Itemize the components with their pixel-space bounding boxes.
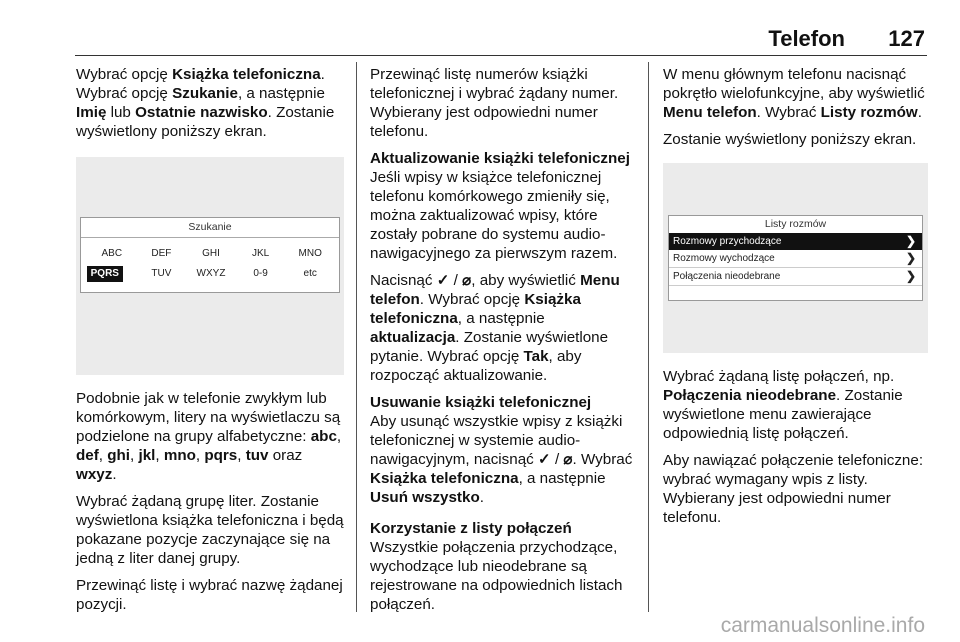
paragraph: Nacisnąć ✓ / ⌀, aby wyświetlić Menu telefon. Wybrać opcję Książka telefoniczna, a następnie aktualizacja. Zostanie wyświetlone pytanie. Wybrać opcję Tak, aby rozpocząć aktualizowanie. [370,272,620,384]
column-1 [76,65,344,622]
paragraph: Podobnie jak w telefonie zwykłym lub komórkowym, litery na wyświetlaczu są podzielone na grupy alfabetyczne: abc, def, ghi, jkl, mno, pqrs, tuv oraz wxyz. [76,390,342,483]
page-header [0,26,960,58]
call-lists-screen-figure [663,163,928,353]
section-heading: Korzystanie z listy połączeń [370,520,572,537]
letter-group-key[interactable]: WXYZ [196,268,226,279]
letter-group-grid [81,238,339,282]
column-divider [648,62,649,612]
column-3 [663,65,928,535]
call-list-item[interactable]: Połączenia nieodebrane ❯ [669,268,922,286]
screen-title: Szukanie [81,218,339,238]
column-divider [356,62,357,612]
phone-icon: ✓ [537,451,551,468]
watermark: carmanualsonline.info [720,614,925,637]
paragraph: Jeśli wpisy w książce telefonicznej telefonu komórkowego zmieniły się, można zaktualizować wpisy, które zostały pobrane do systemu audio-nawigacyjnego za pierwszym razem. [370,169,618,262]
column-2 [370,65,636,622]
paragraph: W menu głównym telefonu nacisnąć pokrętło wielofunkcyjne, aby wyświetlić Menu telefon. Wybrać Listy rozmów. [663,66,925,121]
search-screen-figure [76,157,344,375]
paragraph: Wybrać żądaną listę połączeń, np. Połączenia nieodebrane. Zostanie wyświetlone menu zawierające odpowiednią listę połączeń. [663,368,903,442]
section-heading: Aktualizowanie książki telefonicznej [370,150,630,167]
paragraph: Przewinąć listę i wybrać nazwę żądanej pozycji. [76,577,343,613]
mute-icon: ⌀ [462,272,472,289]
page-number: 127 [888,26,925,51]
paragraph: Wybrać żądaną grupę liter. Zostanie wyświetlona książka telefoniczna i będą pokazane pozycje zaczynające się na jedną z liter danej grupy. [76,493,344,567]
call-list-item-selected[interactable]: Rozmowy przychodzące ❯ [669,233,922,250]
letter-group-key[interactable]: DEF [151,248,172,259]
call-lists-screen [668,215,923,301]
header-rule [75,55,927,56]
letter-group-key[interactable]: JKL [251,248,270,259]
letter-group-key[interactable]: etc [303,268,317,279]
search-screen [80,217,340,293]
chevron-right-icon: ❯ [905,269,916,283]
paragraph: Przewinąć listę numerów książki telefonicznej i wybrać żądany numer. Wybierany jest odpowiedni numer telefonu. [370,66,619,140]
letter-group-key[interactable]: TUV [151,268,172,279]
letter-group-key[interactable]: ABC [101,248,123,259]
paragraph: Wszystkie połączenia przychodzące, wychodzące lub nieodebrane są rejestrowane na odpowiednich listach połączeń. [370,539,623,613]
chevron-right-icon: ❯ [905,234,916,248]
mute-icon: ⌀ [563,451,573,468]
call-list-item[interactable]: Rozmowy wychodzące ❯ [669,250,922,268]
paragraph: Aby usunąć wszystkie wpisy z książki telefonicznej w systemie audio-nawigacyjnym, nacisnąć ✓ / ⌀. Wybrać Książka telefoniczna, a następnie Usuń wszystko. [370,413,633,506]
paragraph: Aby nawiązać połączenie telefoniczne: wybrać wymagany wpis z listy. Wybierany jest odpowiedni numer telefonu. [663,452,924,526]
page-title: Telefon [768,26,845,51]
letter-group-key[interactable]: 0-9 [253,268,268,279]
screen-title: Listy rozmów [764,218,827,230]
letter-group-key[interactable]: GHI [202,248,220,259]
letter-group-key-selected[interactable]: PQRS [87,266,123,282]
chevron-right-icon: ❯ [905,251,916,265]
phone-icon: ✓ [436,272,450,289]
letter-group-key[interactable]: MNO [298,248,322,259]
paragraph: Wybrać opcję Książka telefoniczna. Wybrać opcję Szukanie, a następnie Imię lub Ostatnie nazwisko. Zostanie wyświetlony poniższy ekran. [76,66,335,140]
section-heading: Usuwanie książki telefonicznej [370,394,592,411]
paragraph: Zostanie wyświetlony poniższy ekran. [663,131,917,148]
